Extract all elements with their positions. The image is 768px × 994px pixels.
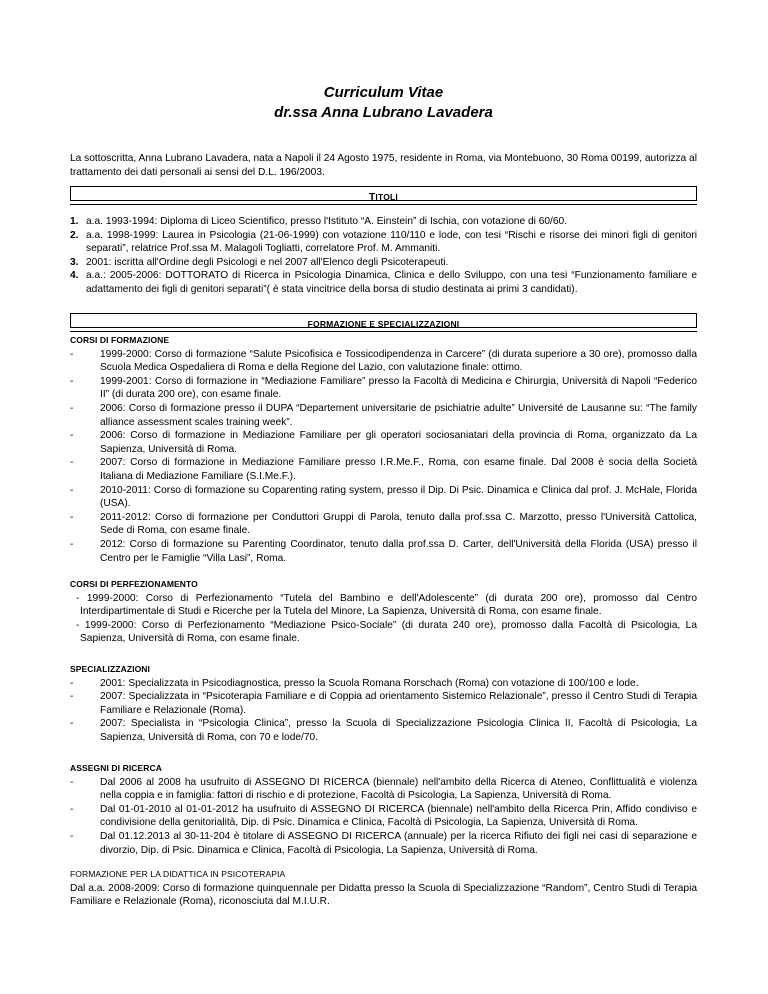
item-number: 4. (70, 270, 79, 282)
titoli-heading-rest: ITOLI (375, 192, 398, 202)
titoli-heading-box (70, 186, 697, 201)
titoli-item (70, 215, 697, 229)
didattica-text: Dal a.a. 2008-2009: Corso di formazione quinquennale per Didatta presso la Scuola di Specializzazione “Random”, Centro Studi di Terapia Familiare e Relazionale (Roma), riconosciuta dal M.I.U.R. (70, 882, 697, 908)
section-heading: CORSI DI PERFEZIONAMENTO (70, 579, 198, 589)
list-item-text: 2001: Specializzata in Psicodiagnostica, presso la Scuola Romana Rorschach (Roma) con votazione di 100/100 e lode. (100, 677, 639, 689)
didattica-section (70, 868, 697, 909)
list-item-text: 2006: Corso di formazione presso il DUPA “Departement universitarie de psichiatrie adulte” Université de Lausanne su: “The family alliance assessment scales training week”. (100, 402, 697, 428)
list-item-text: 2011-2012: Corso di formazione per Conduttori Gruppi di Parola, tenuto dalla prof.ssa C. Marzotto, presso l'Università Cattolica, Sede di Roma, con esame finale. (100, 511, 697, 537)
list-item-text: Dal 01-01-2010 al 01-01-2012 ha usufruito di ASSEGNO DI RICERCA (biennale) nell'ambito della Ricerca Prin, Affido condiviso e condivisione della genitorialità, Dip. di Psic. Dinamica e Clinica, Facoltà di Psicologia, La Sapienza, Università di Roma. (100, 803, 697, 829)
corsi-formazione-section (70, 334, 697, 565)
item-number: 3. (70, 256, 79, 268)
item-text: 2001: iscritta all'Ordine degli Psicologi e nel 2007 all'Elenco degli Psicoterapeuti. (86, 256, 449, 268)
list-item: - 2001: Specializzata in Psicodiagnostica, presso la Scuola Romana Rorschach (Roma) con votazione di 100/100 e lode. (70, 677, 639, 689)
section-heading: ASSEGNI DI RICERCA (70, 763, 163, 773)
item-number: 1. (70, 216, 79, 227)
list-item-text: 2007: Corso di formazione in Mediazione Familiare presso I.R.Me.F., Roma, con esame finale. Dal 2008 è socia della Società Italiana di Mediazione Familiare (S.I.Me.F.). (100, 457, 697, 482)
list-item: - 2007: Corso di formazione in Mediazione Familiare presso I.R.Me.F., Roma, con esame finale. Dal 2008 è socia della Società Italiana di Mediazione Familiare (S.I.Me.F.). (70, 457, 697, 482)
section-heading: CORSI DI FORMAZIONE (70, 335, 170, 345)
list-item-text: 2012: Corso di formazione su Parenting Coordinator, tenuto dalla prof.ssa D. Carter, dell'Università della Florida (USA) presso il Centro per le Famiglie “Villa Lasi”, Roma. (100, 538, 697, 564)
list-item-text: 2010-2011: Corso di formazione su Coparenting rating system, presso il Dip. Di Psic. Dinamica e Clinica dal prof. J. McHale, Florida (USA). (100, 484, 697, 510)
cv-name: dr.ssa Anna Lubrano Lavadera (274, 104, 493, 121)
titoli-heading-initial: T (368, 192, 376, 203)
list-item-text: 2007: Specialista in “Psicologia Clinica”, presso la Scuola di Specializzazione Psicologia Clinica II, Facoltà di Psicologia, La Sapienza, Università di Roma, con 70 e lode/70. (100, 718, 697, 743)
titoli-item (70, 229, 697, 256)
list-item: - 1999-2000: Corso di formazione “Salute Psicofisica e Tossicodipendenza in Carcere” (di durata superiore a 30 ore), promosso dalla Scuola Medica Ospedaliera di Roma e della Regione del Lazio, con valutazione finale: ottimo. (70, 348, 697, 374)
list-item-text: Dal 01.12.2013 al 30-11-204 è titolare di ASSEGNO DI RICERCA (annuale) per la ricerca Rifiuto dei figli nei casi di separazione e divorzio, Dip. di Psic. Dinamica e Clinica, Facoltà di Psicologia, La Sapienza, Università di Roma. (100, 830, 697, 856)
formazione-heading: FORMAZIONE E SPECIALIZZAZIONI (307, 319, 460, 329)
list-item: - Dal 01.12.2013 al 30-11-204 è titolare di ASSEGNO DI RICERCA (annuale) per la ricerca Rifiuto dei figli nei casi di separazione e divorzio, Dip. di Psic. Dinamica e Clinica, Facoltà di Psicologia, La Sapienza, Università di Roma. (70, 830, 697, 856)
item-text: a.a. 1998-1999: Laurea in Psicologia (21-06-1999) con votazione 110/110 e lode, con tesi “Rischi e risorse dei minori figli di genitori separati”, relatrice Prof.ssa M. Malagoli Togliatti, correlatore Prof. M. Ammaniti. (86, 229, 697, 255)
cv-title: Curriculum Vitae (323, 84, 444, 101)
item-text: a.a.: 2005-2006: DOTTORATO di Ricerca in Psicologia Dinamica, Clinica e dello Sviluppo, con una tesi “Funzionamento familiare e adattamento dei figli di genitori separati”( è stata vincitrice della borsa di studio destinata ai primi 3 candidati). (86, 270, 697, 295)
item-text: a.a. 1993-1994: Diploma di Liceo Scientifico, presso l'Istituto “A. Einstein” di Ischia, con votazione di 60/60. (86, 216, 568, 227)
list-item-text: 2006: Corso di formazione in Mediazione Familiare per gli operatori sociosaniatari della provincia di Roma, organizzato da La Sapienza, Università di Roma. (100, 430, 697, 455)
list-item: - 2006: Corso di formazione in Mediazione Familiare per gli operatori sociosaniatari della provincia di Roma, organizzato da La Sapienza, Università di Roma. (70, 430, 697, 455)
titoli-item (70, 269, 697, 296)
list-item: - 1999-2000: Corso di Perfezionamento “Tutela del Bambino e dell'Adolescente” (di durata 200 ore), promosso dal Centro Interdipartimentale di Studi e Ricerche per la Tutela del Minore, La Sapienza, Università di Roma, con esame finale. (76, 592, 697, 618)
list-item: - Dal 01-01-2010 al 01-01-2012 ha usufruito di ASSEGNO DI RICERCA (biennale) nell'ambito della Ricerca Prin, Affido condiviso e condivisione della genitorialità, Dip. di Psic. Dinamica e Clinica, Facoltà di Psicologia, La Sapienza, Università di Roma. (70, 803, 697, 829)
intro-paragraph: La sottoscritta, Anna Lubrano Lavadera, nata a Napoli il 24 Agosto 1975, residente in Roma, via Montebuono, 30 Roma 00199, autorizza al trattamento dei dati personali ai sensi del D.L. 196/2003. (70, 153, 697, 178)
list-item-text: Dal 2006 al 2008 ha usufruito di ASSEGNO DI RICERCA (biennale) nell'ambito della Ricerca di Ateneo, Conflittualità e violenza nella coppia e in famiglia: fattori di rischio e di protezione, Facoltà di Psicologia, La Sapienza, Università di Roma. (100, 776, 697, 802)
list-item: - 1999-2001: Corso di formazione in “Mediazione Familiare” presso la Facoltà di Medicina e Chirurgia, Università di Napoli “Federico II” (di durata 200 ore), con esame finale. (70, 375, 697, 401)
list-item-text: 1999-2001: Corso di formazione in “Mediazione Familiare” presso la Facoltà di Medicina e Chirurgia, Università di Napoli “Federico II” (di durata 200 ore), con esame finale. (100, 375, 697, 401)
list-item-text: 1999-2000: Corso di formazione “Salute Psicofisica e Tossicodipendenza in Carcere” (di durata superiore a 30 ore), promosso dalla Scuola Medica Ospedaliera di Roma e della Regione del Lazio, con valutazione finale: ottimo. (100, 348, 697, 374)
specializzazioni-section (70, 663, 697, 745)
item-number: 2. (70, 229, 79, 241)
corsi-perfezionamento-section (70, 578, 697, 646)
list-item-text: 1999-2000: Corso di Perfezionamento “Mediazione Psico-Sociale” (di durata 240 ore), promosso dalla Facoltà di Psicologia, La Sapienza, Università di Roma, con esame finale. (80, 619, 697, 645)
section-heading: FORMAZIONE PER LA DIDATTICA IN PSICOTERAPIA (70, 869, 286, 879)
list-item-text: 2007: Specializzata in “Psicoterapia Familiare e di Coppia ad orientamento Sistemico Relazionale”, presso il Centro Studi di Terapia Familiare e Relazionale (Roma). (100, 691, 697, 716)
titoli-item (70, 256, 697, 270)
list-item: - 1999-2000: Corso di Perfezionamento “Mediazione Psico-Sociale” (di durata 240 ore), promosso dalla Facoltà di Psicologia, La Sapienza, Università di Roma, con esame finale. (76, 619, 697, 645)
list-item: - 2011-2012: Corso di formazione per Conduttori Gruppi di Parola, tenuto dalla prof.ssa C. Marzotto, presso l'Università Cattolica, Sede di Roma, con esame finale. (70, 511, 697, 537)
formazione-heading-box (70, 313, 697, 328)
list-item: - 2010-2011: Corso di formazione su Coparenting rating system, presso il Dip. Di Psic. Dinamica e Clinica dal prof. J. McHale, Florida (USA). (70, 484, 697, 510)
assegni-section (70, 762, 697, 857)
list-item: - 2007: Specialista in “Psicologia Clinica”, presso la Scuola di Specializzazione Psicologia Clinica II, Facoltà di Psicologia, La Sapienza, Università di Roma, con 70 e lode/70. (70, 718, 697, 743)
list-item: - Dal 2006 al 2008 ha usufruito di ASSEGNO DI RICERCA (biennale) nell'ambito della Ricerca di Ateneo, Conflittualità e violenza nella coppia e in famiglia: fattori di rischio e di protezione, Facoltà di Psicologia, La Sapienza, Università di Roma. (70, 776, 697, 802)
list-item-text: 1999-2000: Corso di Perfezionamento “Tutela del Bambino e dell'Adolescente” (di durata 200 ore), promosso dal Centro Interdipartimentale di Studi e Ricerche per la Tutela del Minore, La Sapienza, Università di Roma, con esame finale. (80, 592, 697, 618)
titoli-list (70, 215, 697, 297)
list-item: - 2007: Specializzata in “Psicoterapia Familiare e di Coppia ad orientamento Sistemico Relazionale”, presso il Centro Studi di Terapia Familiare e Relazionale (Roma). (70, 691, 697, 716)
section-heading: SPECIALIZZAZIONI (70, 664, 150, 674)
list-item: - 2012: Corso di formazione su Parenting Coordinator, tenuto dalla prof.ssa D. Carter, dell'Università della Florida (USA) presso il Centro per le Famiglie “Villa Lasi”, Roma. (70, 538, 697, 564)
list-item: - 2006: Corso di formazione presso il DUPA “Departement universitarie de psichiatrie adulte” Université de Lausanne su: “The family alliance assessment scales training week”. (70, 402, 697, 428)
